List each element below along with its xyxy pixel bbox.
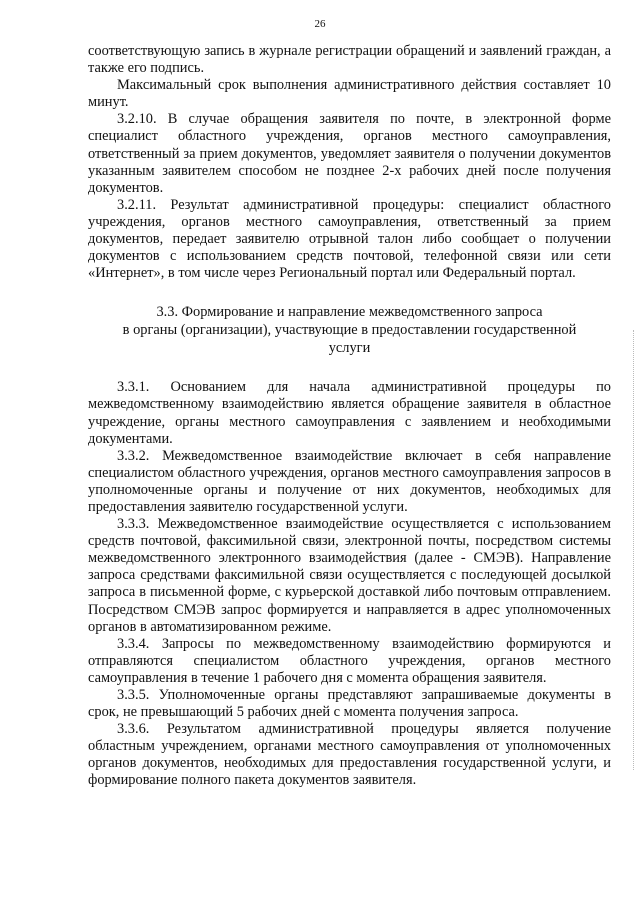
section-heading-line: в органы (организации), участвующие в предоставлении государственной bbox=[122, 322, 577, 339]
paragraph-3-3-5: 3.3.5. Уполномоченные органы представляют запрашиваемые документы в срок, не превышающий 5 рабочих дней с момента получения запроса. bbox=[88, 687, 611, 721]
paragraph-3-2-11: 3.2.11. Результат административной процедуры: специалист областного учреждения, органов местного самоуправления, ответственный за прием документов, передает заявителю отрывной талон либо сообщает о получении документов с использованием средств почтовой, телефонной связи или сети «Интернет», в том числе через Региональный портал или Федеральный портал. bbox=[88, 196, 611, 282]
paragraph-max-time: Максимальный срок выполнения административного действия составляет 10 минут. bbox=[88, 77, 611, 111]
paragraph-continuation: соответствующую запись в журнале регистрации обращений и заявлений граждан, а также его подпись. bbox=[88, 43, 611, 77]
paragraph-3-2-10: 3.2.10. В случае обращения заявителя по почте, в электронной форме специалист областного учреждения, органов местного самоуправления, ответственный за прием документов, уведомляет заявителя о получении документов указанным заявителем способом не позднее 2-х рабочих дней после получения документов. bbox=[88, 111, 611, 196]
scan-edge-mark bbox=[632, 330, 634, 770]
section-heading-line: 3.3. Формирование и направление межведомственного запроса bbox=[156, 304, 543, 321]
section-heading-line: услуги bbox=[328, 340, 371, 357]
paragraph-3-3-1: 3.3.1. Основанием для начала административной процедуры по межведомственному взаимодействию является обращение заявителя в областное учреждение, органы местного самоуправления с заявлением и необходимыми документами. bbox=[88, 379, 611, 447]
paragraph-3-3-2: 3.3.2. Межведомственное взаимодействие включает в себя направление специалистом областного учреждения, органов местного самоуправления запросов в уполномоченные органы и получение от них документов, необходимых для предоставления заявителю государственной услуги. bbox=[88, 447, 611, 515]
page-body bbox=[88, 43, 611, 790]
paragraph-3-3-4: 3.3.4. Запросы по межведомственному взаимодействию формируются и отправляются специалистом областного учреждения, органов местного самоуправления в течение 1 рабочего дня с момента обращения заявителя. bbox=[88, 635, 611, 686]
page-number: 26 bbox=[314, 18, 326, 30]
paragraph-3-3-6: 3.3.6. Результатом административной процедуры является получение областным учреждением, органами местного самоуправления от уполномоченных органов документов, необходимых для предоставления государственной услуги, и формирование полного пакета документов заявителя. bbox=[88, 721, 611, 789]
paragraph-3-3-3: 3.3.3. Межведомственное взаимодействие осуществляется с использованием средств почтовой, факсимильной связи, электронной почты, посредством системы межведомственного электронного взаимодействия (далее - СМЭВ). Направление запроса средствами факсимильной связи осуществляется с последующей досылкой запроса в письменной форме, с курьерской доставкой либо почтовым отправлением. Посредством СМЭВ запрос формируется и направляется в адрес уполномоченных органов в автоматизированном режиме. bbox=[88, 516, 611, 635]
section-heading-3-3 bbox=[88, 303, 611, 357]
